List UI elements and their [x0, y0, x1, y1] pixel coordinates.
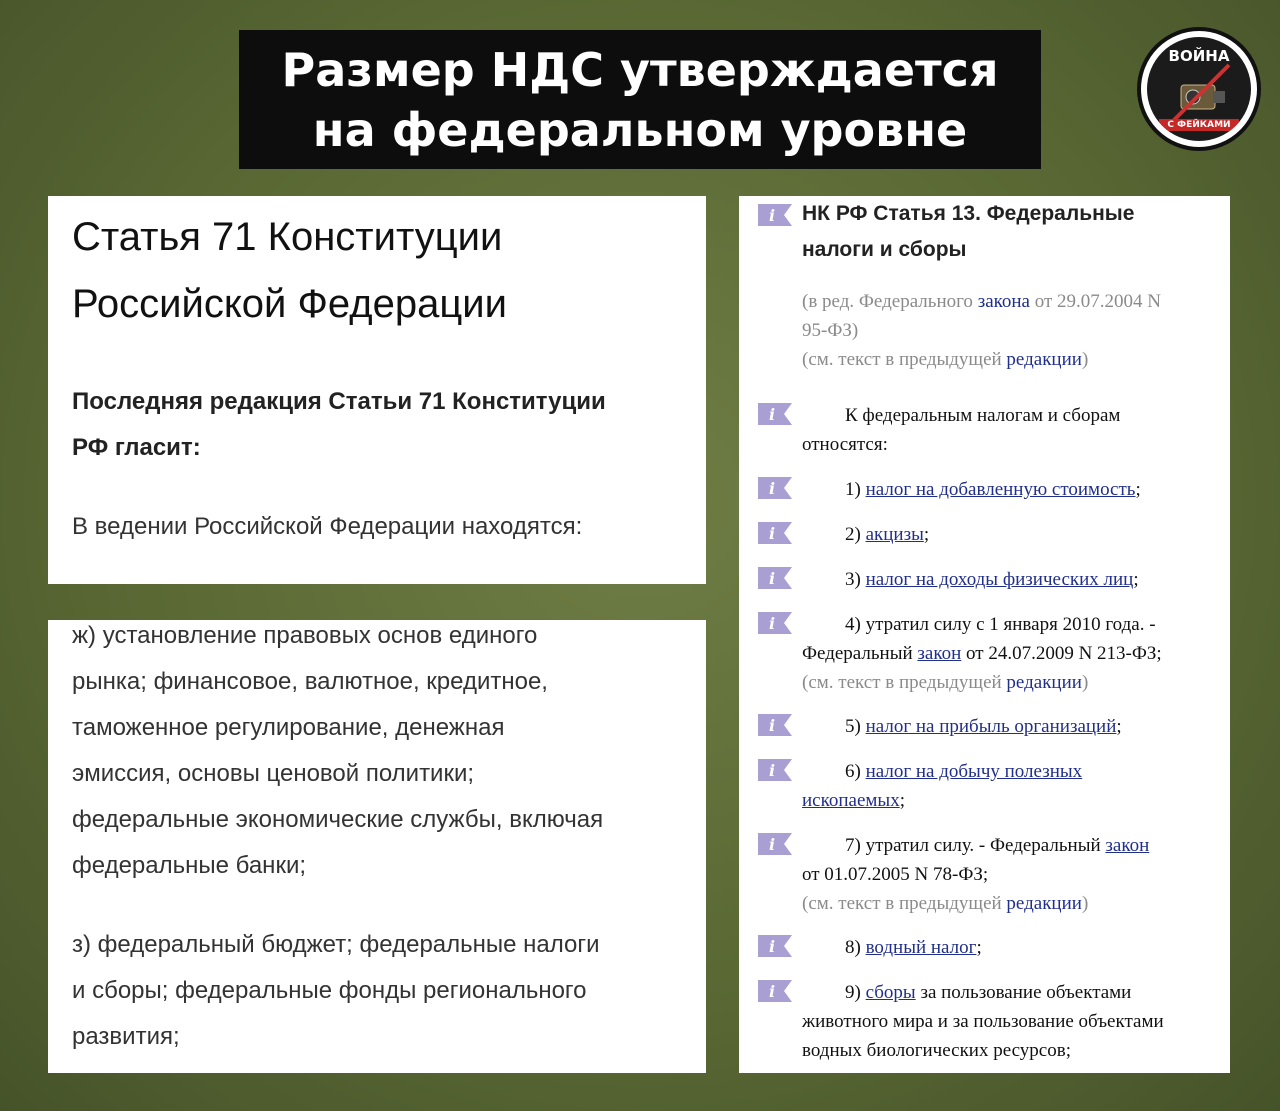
item-zh-line: рынка; финансовое, валютное, кредитное,	[72, 668, 548, 695]
constitution-subhead	[72, 379, 702, 471]
tax-code-title	[802, 196, 1212, 268]
tax-item-1	[802, 475, 1214, 504]
svg-text:i: i	[769, 524, 776, 543]
item-num: 9)	[845, 982, 866, 1003]
constitution-intro: В ведении Российской Федерации находятся:	[72, 513, 583, 540]
law-link[interactable]: закон	[1105, 835, 1150, 856]
law-link[interactable]: закон	[917, 643, 962, 664]
edition-text: (в ред. Федерального	[802, 291, 978, 312]
tax-item-9	[802, 978, 1214, 1065]
fees-link[interactable]: сборы	[865, 982, 916, 1003]
vat-link[interactable]: налог на добавленную стоимость	[865, 479, 1136, 500]
tax-code-title-line2: налоги и сборы	[802, 238, 967, 261]
info-icon[interactable]	[758, 567, 792, 589]
item-num: 1)	[845, 479, 866, 500]
item-zh-line: ж) установление правовых основ единого	[72, 622, 538, 649]
revision-link[interactable]: редакции	[1006, 349, 1082, 370]
income-tax-link[interactable]: налог на доходы физических лиц	[865, 569, 1134, 590]
logo-top-text: ВОЙНА	[1168, 47, 1230, 65]
tax-item-2	[802, 520, 1214, 549]
header-title-box	[239, 30, 1041, 169]
tax-intro-line: относятся:	[802, 434, 888, 455]
info-icon[interactable]	[758, 204, 792, 226]
profit-tax-link[interactable]: налог на прибыль организаций	[865, 716, 1117, 737]
logo-badge	[1147, 37, 1251, 141]
info-icon[interactable]	[758, 612, 792, 634]
tax-item-6	[802, 757, 1214, 815]
item-z-line: и сборы; федеральные фонды регионального	[72, 977, 587, 1004]
info-icon[interactable]	[758, 477, 792, 499]
excise-link[interactable]: акцизы	[865, 524, 924, 545]
item-punct: ;	[899, 790, 905, 811]
item-9-text: за пользование объектами	[915, 982, 1132, 1003]
page-title-line2: на федеральном уровне	[312, 102, 968, 157]
svg-text:i: i	[769, 982, 776, 1001]
item-num: 5)	[845, 716, 866, 737]
item-num: 6)	[845, 761, 866, 782]
info-icon[interactable]	[758, 714, 792, 736]
item-zh-line: федеральные экономические службы, включая	[72, 806, 604, 833]
tax-item-5	[802, 712, 1214, 741]
item-punct: ;	[923, 524, 930, 545]
tax-item-7	[802, 831, 1214, 918]
edition-text: 95-ФЗ)	[802, 320, 859, 341]
tax-code-panel	[739, 196, 1230, 1073]
tax-code-title-line1: НК РФ Статья 13. Федеральные	[802, 202, 1135, 225]
channel-logo	[1137, 27, 1261, 151]
edition-note	[802, 287, 1214, 374]
item-4-text: Федеральный	[802, 643, 918, 664]
item-z-line: з) федеральный бюджет; федеральные налоги	[72, 931, 600, 958]
item-4-note: (см. текст в предыдущей	[802, 672, 1007, 693]
edition-text: (см. текст в предыдущей	[802, 349, 1007, 370]
item-9-text: животного мира и за пользование объектами	[802, 1011, 1164, 1032]
logo-bottom-text: С ФЕЙКАМИ	[1159, 119, 1239, 131]
info-icon[interactable]	[758, 403, 792, 425]
item-zh-line: федеральные банки;	[72, 852, 307, 879]
info-icon[interactable]	[758, 833, 792, 855]
revision-link[interactable]: редакции	[1006, 672, 1082, 693]
item-7-text: от 01.07.2005 N 78-ФЗ;	[802, 864, 989, 885]
item-7-note: )	[1081, 893, 1089, 914]
svg-text:i: i	[769, 761, 776, 780]
svg-text:i: i	[769, 479, 776, 498]
info-icon[interactable]	[758, 522, 792, 544]
mineral-tax-link[interactable]: ископаемых	[802, 790, 900, 811]
info-icon[interactable]	[758, 935, 792, 957]
item-zh-line: таможенное регулирование, денежная	[72, 714, 505, 741]
svg-text:i: i	[769, 835, 776, 854]
info-icon[interactable]	[758, 980, 792, 1002]
item-4-line: 4) утратил силу с 1 января 2010 года. -	[845, 614, 1156, 635]
tax-intro	[802, 401, 1214, 459]
item-num: 3)	[845, 569, 866, 590]
constitution-title-line2: Российской Федерации	[72, 282, 507, 326]
item-9-text: водных биологических ресурсов;	[802, 1040, 1071, 1061]
item-punct: ;	[1116, 716, 1122, 737]
item-7-note: (см. текст в предыдущей	[802, 893, 1007, 914]
svg-text:i: i	[769, 206, 776, 225]
water-tax-link[interactable]: водный налог	[865, 937, 977, 958]
svg-text:i: i	[769, 614, 776, 633]
tax-item-4	[802, 610, 1214, 697]
law-link[interactable]: закона	[977, 291, 1030, 312]
item-4-text: от 24.07.2009 N 213-ФЗ;	[961, 643, 1162, 664]
edition-text: от 29.07.2004 N	[1030, 291, 1162, 312]
constitution-title-line1: Статья 71 Конституции	[72, 215, 503, 259]
item-z-paragraph	[72, 922, 692, 1060]
tax-item-3	[802, 565, 1214, 594]
constitution-panel	[48, 196, 706, 584]
item-num: 8)	[845, 937, 866, 958]
item-punct: ;	[976, 937, 982, 958]
tax-item-8	[802, 933, 1214, 962]
svg-text:i: i	[769, 716, 776, 735]
item-num: 2)	[845, 524, 866, 545]
item-punct: ;	[1133, 569, 1139, 590]
item-4-note: )	[1081, 672, 1089, 693]
svg-text:i: i	[769, 569, 776, 588]
page-title-line1: Размер НДС утверждается	[281, 42, 999, 97]
item-zh-line: эмиссия, основы ценовой политики;	[72, 760, 475, 787]
item-z-line: развития;	[72, 1023, 180, 1050]
item-7-text: 7) утратил силу. - Федеральный	[845, 835, 1106, 856]
revision-link[interactable]: редакции	[1006, 893, 1082, 914]
edition-text: )	[1081, 349, 1089, 370]
constitution-title	[72, 204, 692, 338]
item-punct: ;	[1135, 479, 1141, 500]
mineral-tax-link[interactable]: налог на добычу полезных	[865, 761, 1083, 782]
info-icon[interactable]	[758, 759, 792, 781]
tax-intro-line: К федеральным налогам и сборам	[845, 405, 1121, 426]
subhead-line2: РФ гласит:	[72, 434, 201, 461]
svg-text:i: i	[769, 405, 776, 424]
constitution-items-panel	[48, 620, 706, 1073]
svg-text:i: i	[769, 937, 776, 956]
item-zh-paragraph	[72, 620, 692, 889]
subhead-line1: Последняя редакция Статьи 71 Конституции	[72, 388, 606, 415]
